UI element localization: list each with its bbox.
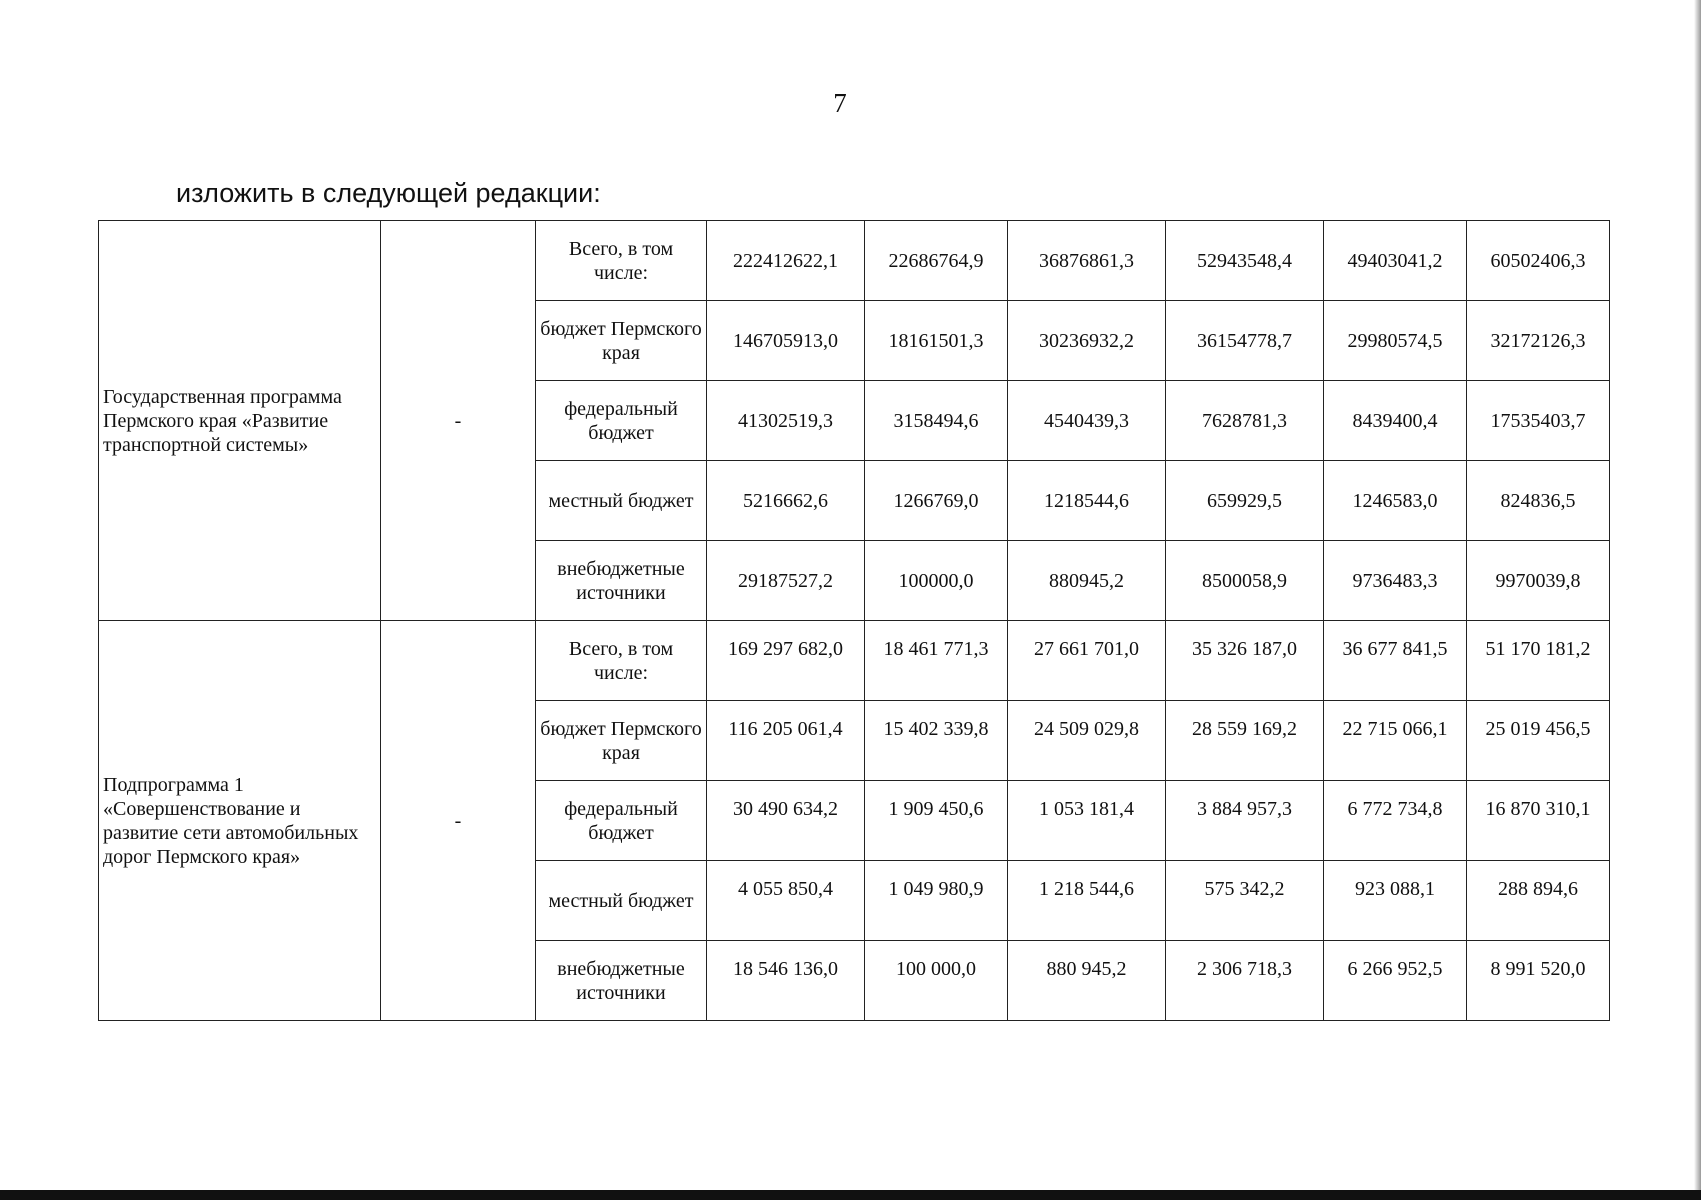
scan-edge-right: [1694, 0, 1701, 1200]
funding-source: бюджет Пермского края: [536, 701, 707, 781]
amount-cell: 1246583,0: [1324, 461, 1467, 541]
amount-cell: 9736483,3: [1324, 541, 1467, 621]
amount-cell: 60502406,3: [1467, 221, 1610, 301]
amount-cell: 25 019 456,5: [1467, 701, 1610, 781]
funding-source: Всего, в том числе:: [536, 221, 707, 301]
table-row: [99, 221, 1610, 301]
amount-cell: 659929,5: [1166, 461, 1324, 541]
amount-cell: 36154778,7: [1166, 301, 1324, 381]
amount-cell: 169 297 682,0: [707, 621, 865, 701]
amount-cell: 2 306 718,3: [1166, 941, 1324, 1021]
program-name: Подпрограмма 1 «Совершенствование и развитие сети автомобильных дорог Пермского края»: [99, 621, 381, 1021]
amount-cell: 100 000,0: [865, 941, 1008, 1021]
funding-source: федеральный бюджет: [536, 381, 707, 461]
amount-cell: 16 870 310,1: [1467, 781, 1610, 861]
amount-cell: 51 170 181,2: [1467, 621, 1610, 701]
page-number: 7: [833, 88, 847, 118]
funding-source: внебюджетные источники: [536, 541, 707, 621]
funding-source: бюджет Пермского края: [536, 301, 707, 381]
amount-cell: 32172126,3: [1467, 301, 1610, 381]
amount-cell: 7628781,3: [1166, 381, 1324, 461]
amount-cell: 100000,0: [865, 541, 1008, 621]
scan-edge-bottom: [0, 1190, 1701, 1200]
amount-cell: 116 205 061,4: [707, 701, 865, 781]
amount-cell: 18 546 136,0: [707, 941, 865, 1021]
amount-cell: 288 894,6: [1467, 861, 1610, 941]
amount-cell: 30 490 634,2: [707, 781, 865, 861]
funding-source: Всего, в том числе:: [536, 621, 707, 701]
program-dash: -: [381, 221, 536, 621]
amount-cell: 22686764,9: [865, 221, 1008, 301]
amount-cell: 8500058,9: [1166, 541, 1324, 621]
intro-text: изложить в следующей редакции:: [176, 178, 601, 208]
amount-cell: 52943548,4: [1166, 221, 1324, 301]
funding-source: местный бюджет: [536, 461, 707, 541]
amount-cell: 3158494,6: [865, 381, 1008, 461]
amount-cell: 36 677 841,5: [1324, 621, 1467, 701]
amount-cell: 575 342,2: [1166, 861, 1324, 941]
amount-cell: 15 402 339,8: [865, 701, 1008, 781]
amount-cell: 8 991 520,0: [1467, 941, 1610, 1021]
amount-cell: 18161501,3: [865, 301, 1008, 381]
amount-cell: 1266769,0: [865, 461, 1008, 541]
amount-cell: 29980574,5: [1324, 301, 1467, 381]
amount-cell: 18 461 771,3: [865, 621, 1008, 701]
program-group: [99, 221, 1610, 621]
amount-cell: 1 909 450,6: [865, 781, 1008, 861]
amount-cell: 1 218 544,6: [1008, 861, 1166, 941]
funding-source: внебюджетные источники: [536, 941, 707, 1021]
amount-cell: 24 509 029,8: [1008, 701, 1166, 781]
amount-cell: 4540439,3: [1008, 381, 1166, 461]
amount-cell: 17535403,7: [1467, 381, 1610, 461]
amount-cell: 1 049 980,9: [865, 861, 1008, 941]
amount-cell: 36876861,3: [1008, 221, 1166, 301]
table-row: [99, 621, 1610, 701]
amount-cell: 3 884 957,3: [1166, 781, 1324, 861]
amount-cell: 923 088,1: [1324, 861, 1467, 941]
amount-cell: 28 559 169,2: [1166, 701, 1324, 781]
financing-table: [98, 220, 1610, 1021]
amount-cell: 5216662,6: [707, 461, 865, 541]
amount-cell: 1 053 181,4: [1008, 781, 1166, 861]
amount-cell: 30236932,2: [1008, 301, 1166, 381]
amount-cell: 1218544,6: [1008, 461, 1166, 541]
amount-cell: 824836,5: [1467, 461, 1610, 541]
amount-cell: 6 772 734,8: [1324, 781, 1467, 861]
amount-cell: 4 055 850,4: [707, 861, 865, 941]
amount-cell: 8439400,4: [1324, 381, 1467, 461]
amount-cell: 41302519,3: [707, 381, 865, 461]
amount-cell: 146705913,0: [707, 301, 865, 381]
amount-cell: 9970039,8: [1467, 541, 1610, 621]
funding-source: местный бюджет: [536, 861, 707, 941]
funding-source: федеральный бюджет: [536, 781, 707, 861]
amount-cell: 49403041,2: [1324, 221, 1467, 301]
amount-cell: 27 661 701,0: [1008, 621, 1166, 701]
amount-cell: 29187527,2: [707, 541, 865, 621]
program-name: Государственная программа Пермского края «Развитие транспортной системы»: [99, 221, 381, 621]
program-dash: -: [381, 621, 536, 1021]
amount-cell: 22 715 066,1: [1324, 701, 1467, 781]
program-group: [99, 621, 1610, 1021]
amount-cell: 880 945,2: [1008, 941, 1166, 1021]
amount-cell: 6 266 952,5: [1324, 941, 1467, 1021]
amount-cell: 35 326 187,0: [1166, 621, 1324, 701]
amount-cell: 222412622,1: [707, 221, 865, 301]
amount-cell: 880945,2: [1008, 541, 1166, 621]
